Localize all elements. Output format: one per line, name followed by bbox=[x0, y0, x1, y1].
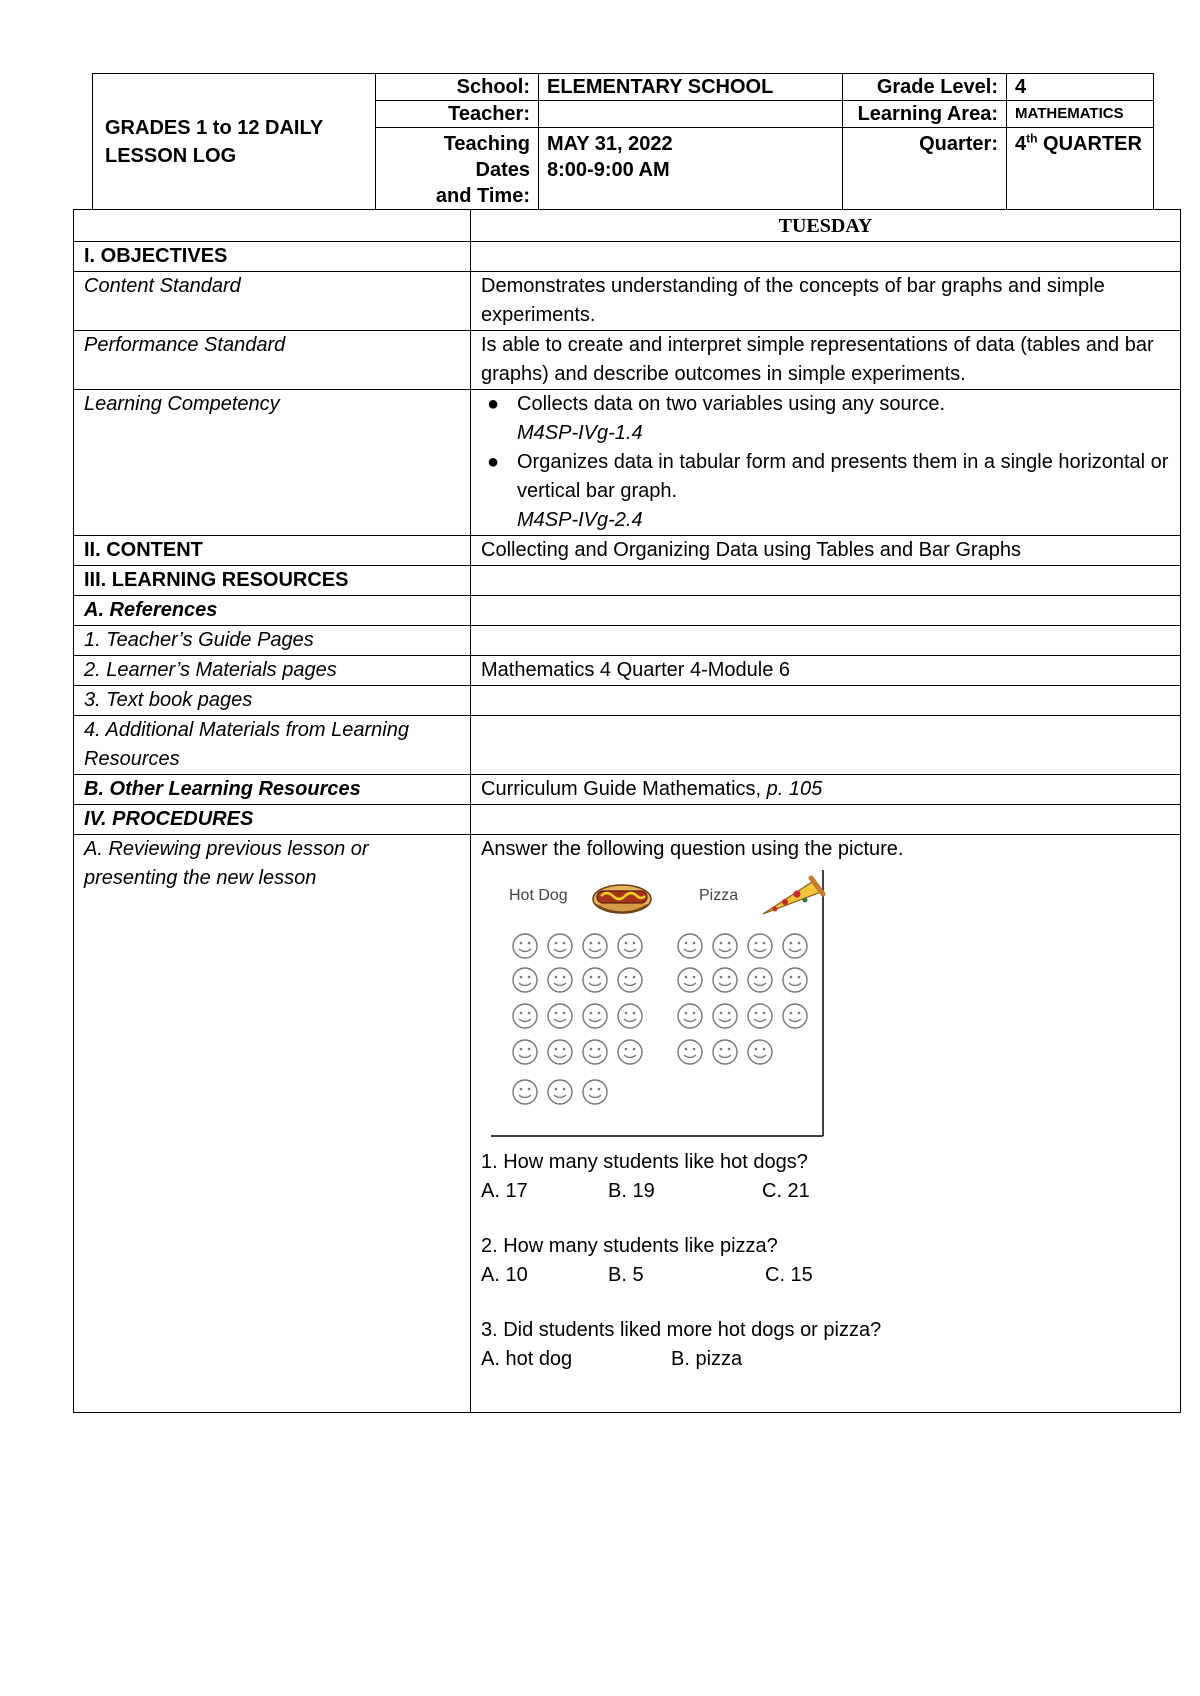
school-label: School: bbox=[376, 74, 539, 101]
smiley-face-icon bbox=[618, 968, 642, 992]
option-b: B. pizza bbox=[671, 1348, 743, 1370]
smiley-face-icon bbox=[678, 968, 702, 992]
hotdog-icon bbox=[593, 885, 651, 913]
smiley-face-icon bbox=[678, 1040, 702, 1064]
content-standard-value: Demonstrates understanding of the concepts of bar graphs and simple experiments. bbox=[471, 272, 1181, 331]
area-value: MATHEMATICS bbox=[1007, 101, 1154, 128]
smiley-face-icon bbox=[618, 1040, 642, 1064]
dates-value-line1: MAY 31, 2022 bbox=[547, 133, 673, 155]
content-heading: II. CONTENT bbox=[74, 536, 471, 566]
review-label: A. Reviewing previous lesson or presenting the new lesson bbox=[74, 835, 471, 1413]
question-2 bbox=[481, 1232, 1170, 1290]
teacher-label: Teacher: bbox=[376, 101, 539, 128]
competency-code: M4SP-IVg-2.4 bbox=[517, 509, 643, 531]
option-a: A. 10 bbox=[481, 1264, 528, 1286]
smiley-face-icon bbox=[513, 1080, 537, 1104]
performance-standard-label: Performance Standard bbox=[74, 331, 471, 390]
resources-empty bbox=[471, 566, 1181, 596]
instruction-text: Answer the following question using the picture. bbox=[481, 838, 904, 860]
learners-materials-value: Mathematics 4 Quarter 4-Module 6 bbox=[471, 656, 1181, 686]
dates-label-line1: Teaching Dates bbox=[443, 133, 530, 181]
smiley-face-icon bbox=[583, 968, 607, 992]
question-options bbox=[481, 1177, 1170, 1206]
question-options bbox=[481, 1261, 1170, 1290]
smiley-face-icon bbox=[783, 934, 807, 958]
additional-materials-value bbox=[471, 716, 1181, 775]
smiley-face-icon bbox=[548, 1080, 572, 1104]
smiley-face-icon bbox=[513, 968, 537, 992]
question-text: 1. How many students like hot dogs? bbox=[481, 1151, 808, 1173]
smiley-face-icon bbox=[713, 1004, 737, 1028]
smiley-face-icon bbox=[548, 1040, 572, 1064]
smiley-face-icon bbox=[783, 1004, 807, 1028]
resources-heading: III. LEARNING RESOURCES bbox=[74, 566, 471, 596]
references-empty bbox=[471, 596, 1181, 626]
quarter-number: 4 bbox=[1015, 133, 1027, 155]
competency-text: Organizes data in tabular form and presents them in a single horizontal or vertical bar graph. bbox=[517, 451, 1169, 502]
smiley-face-icon bbox=[713, 934, 737, 958]
additional-materials-label: 4. Additional Materials from Learning Resources bbox=[74, 716, 471, 775]
competency-code: M4SP-IVg-1.4 bbox=[517, 422, 643, 444]
lesson-log-table bbox=[73, 209, 1181, 1413]
smiley-face-icon bbox=[748, 1040, 772, 1064]
quarter-value bbox=[1007, 128, 1154, 210]
objectives-heading: I. OBJECTIVES bbox=[74, 242, 471, 272]
competency-list bbox=[481, 390, 1170, 535]
grade-value: 4 bbox=[1007, 74, 1154, 101]
smiley-face-icon bbox=[548, 1004, 572, 1028]
performance-standard-value: Is able to create and interpret simple representations of data (tables and bar graphs) and describe outcomes in simple experiments. bbox=[471, 331, 1181, 390]
question-3 bbox=[481, 1316, 1170, 1374]
review-value bbox=[471, 835, 1181, 1413]
competency-item bbox=[487, 448, 1170, 535]
content-standard-label: Content Standard bbox=[74, 272, 471, 331]
smiley-face-icon bbox=[513, 1040, 537, 1064]
area-label: Learning Area: bbox=[843, 101, 1007, 128]
day-heading: TUESDAY bbox=[471, 210, 1181, 242]
smiley-face-icon bbox=[583, 1004, 607, 1028]
option-b: B. 19 bbox=[608, 1180, 655, 1202]
textbook-label: 3. Text book pages bbox=[74, 686, 471, 716]
bullet-icon: ● bbox=[487, 393, 500, 415]
other-resources-label: B. Other Learning Resources bbox=[74, 775, 471, 805]
smiley-face-icon bbox=[713, 1040, 737, 1064]
question-text: 2. How many students like pizza? bbox=[481, 1235, 778, 1257]
teachers-guide-label: 1. Teacher’s Guide Pages bbox=[74, 626, 471, 656]
teacher-value bbox=[539, 101, 843, 128]
question-text: 3. Did students liked more hot dogs or pizza? bbox=[481, 1319, 882, 1341]
smiley-face-icon bbox=[713, 968, 737, 992]
smiley-face-icon bbox=[748, 968, 772, 992]
smiley-face-icon bbox=[783, 968, 807, 992]
hotdog-label: Hot Dog bbox=[509, 887, 568, 904]
procedures-empty bbox=[471, 805, 1181, 835]
bullet-icon: ● bbox=[487, 451, 500, 473]
option-b: B. 5 bbox=[608, 1264, 644, 1286]
competency-text: Collects data on two variables using any source. bbox=[517, 393, 946, 415]
smiley-face-icon bbox=[618, 1004, 642, 1028]
dates-value bbox=[539, 128, 843, 210]
smiley-face-icon bbox=[618, 934, 642, 958]
question-options bbox=[481, 1345, 1170, 1374]
smiley-face-icon bbox=[583, 1040, 607, 1064]
pizza-faces bbox=[678, 934, 807, 1064]
log-title-line2: LESSON LOG bbox=[105, 144, 237, 167]
smiley-face-icon bbox=[748, 934, 772, 958]
lesson-log-header bbox=[92, 73, 1154, 210]
quarter-word: QUARTER bbox=[1037, 133, 1142, 155]
quarter-sup: th bbox=[1026, 131, 1038, 146]
references-heading: A. References bbox=[74, 596, 471, 626]
questions-block bbox=[481, 1148, 1170, 1374]
option-c: C. 15 bbox=[765, 1264, 813, 1286]
option-a: A. 17 bbox=[481, 1180, 528, 1202]
smiley-face-icon bbox=[513, 934, 537, 958]
option-c: C. 21 bbox=[762, 1180, 810, 1202]
option-a: A. hot dog bbox=[481, 1348, 573, 1370]
other-resources-value bbox=[471, 775, 1181, 805]
dates-label bbox=[376, 128, 539, 210]
quarter-label: Quarter: bbox=[843, 128, 1007, 210]
objectives-empty bbox=[471, 242, 1181, 272]
procedures-heading: IV. PROCEDURES bbox=[74, 805, 471, 835]
log-title bbox=[93, 74, 376, 210]
smiley-face-icon bbox=[583, 934, 607, 958]
competency-value bbox=[471, 390, 1181, 536]
competency-label: Learning Competency bbox=[74, 390, 471, 536]
smiley-face-icon bbox=[678, 1004, 702, 1028]
learners-materials-label: 2. Learner’s Materials pages bbox=[74, 656, 471, 686]
dates-label-line2: and Time: bbox=[435, 185, 530, 207]
school-value: ELEMENTARY SCHOOL bbox=[539, 74, 843, 101]
pizza-label: Pizza bbox=[699, 887, 739, 904]
log-title-line1: GRADES 1 to 12 DAILY bbox=[105, 116, 324, 139]
textbook-value bbox=[471, 686, 1181, 716]
competency-item bbox=[487, 390, 1170, 448]
smiley-face-icon bbox=[548, 934, 572, 958]
hotdog-faces bbox=[513, 934, 642, 1104]
question-1 bbox=[481, 1148, 1170, 1206]
pizza-icon bbox=[763, 878, 823, 914]
other-resources-text: Curriculum Guide Mathematics, bbox=[481, 778, 767, 800]
smiley-face-icon bbox=[748, 1004, 772, 1028]
smiley-face-icon bbox=[513, 1004, 537, 1028]
dates-value-line2: 8:00-9:00 AM bbox=[547, 159, 670, 181]
grade-label: Grade Level: bbox=[843, 74, 1007, 101]
blank-header-cell bbox=[74, 210, 471, 242]
smiley-face-icon bbox=[583, 1080, 607, 1104]
survey-picture bbox=[485, 870, 831, 1138]
smiley-face-icon bbox=[548, 968, 572, 992]
content-value: Collecting and Organizing Data using Tables and Bar Graphs bbox=[471, 536, 1181, 566]
other-resources-page: p. 105 bbox=[766, 778, 823, 800]
teachers-guide-value bbox=[471, 626, 1181, 656]
smiley-face-icon bbox=[678, 934, 702, 958]
